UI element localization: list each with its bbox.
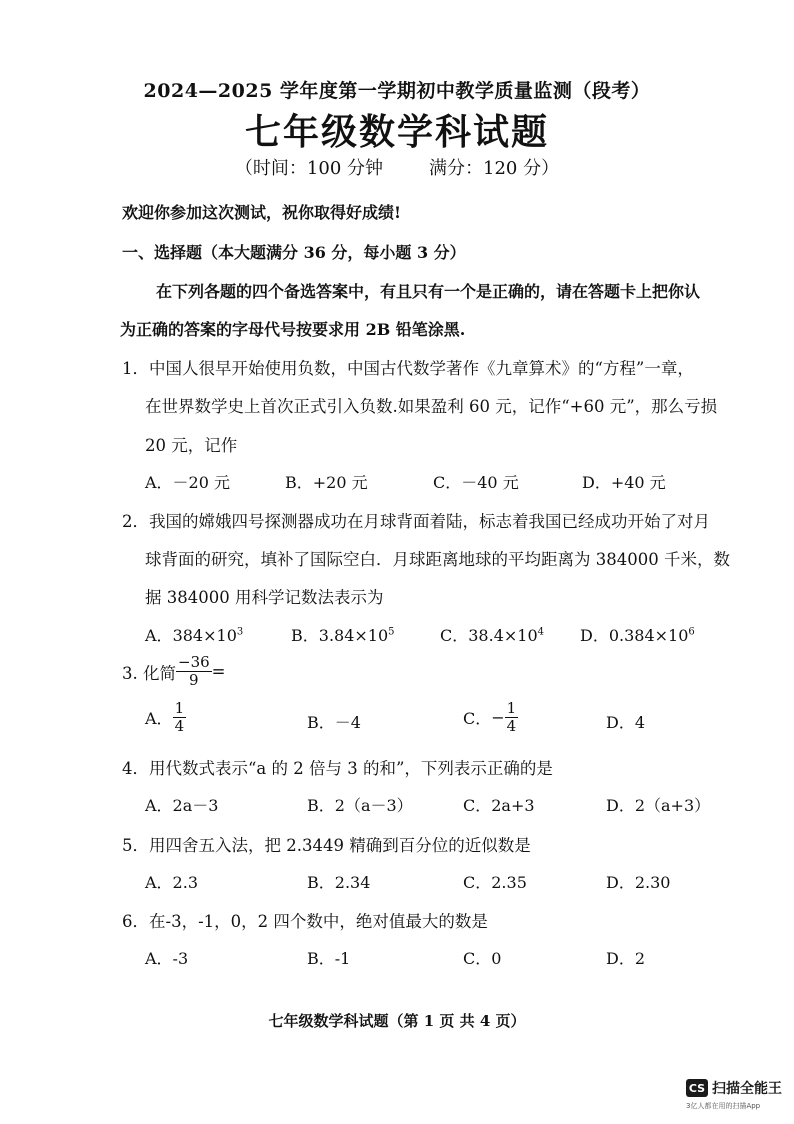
q3-option-d: D．4 bbox=[606, 713, 646, 732]
q1-option-d: D．+40 元 bbox=[582, 473, 666, 492]
q3-fraction: $\frac{-36}{9}$ bbox=[178, 653, 210, 690]
page-footer: 七年级数学科试题（第 1 页 共 4 页） bbox=[268, 1012, 526, 1030]
scanner-logo-icon: CS bbox=[686, 1079, 708, 1097]
q3-option-a: A． $\frac{1}{4}$ bbox=[145, 699, 185, 736]
exam-score: 满分：120 分） bbox=[429, 158, 560, 179]
exam-time: （时间：100 分钟 bbox=[234, 158, 383, 179]
q6-option-a: A．-3 bbox=[145, 949, 189, 968]
q2-line-1: 2．我国的嫦娥四号探测器成功在月球背面着陆，标志着我国已经成功开始了对月 bbox=[122, 512, 710, 531]
scanner-tagline: 3亿人都在用的扫描App bbox=[686, 1102, 761, 1110]
q6-option-c: C．0 bbox=[463, 949, 502, 968]
q2-option-c: C．$38.4\times 10^4$ bbox=[440, 626, 545, 645]
q2-option-a: A．$384\times 10^3$ bbox=[145, 626, 244, 645]
q1-option-c: C．－40 元 bbox=[433, 473, 519, 492]
q3-option-b: B．－4 bbox=[307, 713, 361, 732]
q2-option-b: B．$3.84\times 10^5$ bbox=[291, 626, 395, 645]
q4-option-c: C．2a+3 bbox=[463, 796, 535, 815]
q5-line-1: 5．用四舍五入法，把 2.3449 精确到百分位的近似数是 bbox=[122, 836, 531, 855]
q3-option-c: C． − $\frac{1}{4}$ bbox=[463, 699, 517, 736]
welcome-text: 欢迎你参加这次测试，祝你取得好成绩! bbox=[122, 203, 402, 222]
q6-line-1: 6．在-3，-1，0，2 四个数中，绝对值最大的数是 bbox=[122, 912, 488, 931]
q4-option-b: B．2（a－3） bbox=[307, 796, 413, 815]
exam-title: 七年级数学科试题 bbox=[244, 111, 549, 153]
q6-option-d: D．2 bbox=[606, 949, 646, 968]
q2-line-3: 据 384000 用科学记数法表示为 bbox=[145, 588, 384, 607]
q1-line-2: 在世界数学史上首次正式引入负数.如果盈利 60 元，记作“+60 元”，那么亏损 bbox=[145, 397, 718, 416]
q1-option-b: B．+20 元 bbox=[285, 473, 368, 492]
q6-option-b: B．-1 bbox=[307, 949, 351, 968]
section-instruction-1: 在下列各题的四个备选答案中，有且只有一个是正确的，请在答题卡上把你认 bbox=[156, 282, 701, 301]
exam-time-info bbox=[0, 154, 794, 180]
section-instruction-2: 为正确的答案的字母代号按要求用 2B 铅笔涂黑. bbox=[120, 320, 466, 339]
q4-line-1: 4．用代数式表示“a 的 2 倍与 3 的和”，下列表示正确的是 bbox=[122, 759, 553, 778]
q4-option-a: A．2a－3 bbox=[145, 796, 219, 815]
q5-option-a: A．2.3 bbox=[145, 873, 199, 892]
q5-option-c: C．2.35 bbox=[463, 873, 527, 892]
section-heading: 一、选择题（本大题满分 36 分，每小题 3 分） bbox=[122, 243, 466, 262]
exam-subtitle: 2024—2025 学年度第一学期初中教学质量监测（段考） bbox=[143, 80, 651, 102]
q1-option-a: A．－20 元 bbox=[145, 473, 231, 492]
q1-line-1: 1．中国人很早开始使用负数，中国古代数学著作《九章算术》的“方程”一章， bbox=[122, 359, 694, 378]
q4-option-d: D．2（a+3） bbox=[606, 796, 711, 815]
scanner-name: 扫描全能王 bbox=[712, 1081, 782, 1097]
q2-line-2: 球背面的研究，填补了国际空白．月球距离地球的平均距离为 384000 千米，数 bbox=[145, 550, 730, 569]
q2-option-d: D．$0.384\times 10^6$ bbox=[580, 626, 695, 645]
q5-option-d: D．2.30 bbox=[606, 873, 671, 892]
q1-line-3: 20 元，记作 bbox=[145, 436, 238, 455]
scanner-watermark bbox=[686, 1078, 782, 1111]
q5-option-b: B．2.34 bbox=[307, 873, 371, 892]
q3-stem: 3. 化简 $\frac{-36}{9}$ = bbox=[122, 653, 226, 690]
